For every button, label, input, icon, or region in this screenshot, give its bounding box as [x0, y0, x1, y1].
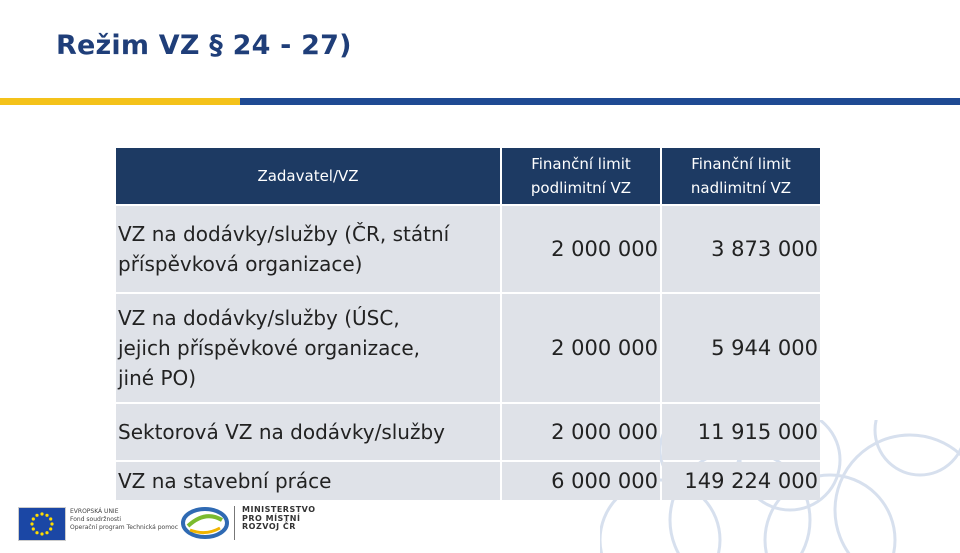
row2-label-line3: jiné PO) — [118, 366, 197, 390]
header-podlimitni-line2: podlimitní VZ — [530, 179, 632, 197]
ministry-caption — [242, 506, 316, 532]
row1-podlimit: 2 000 000 — [551, 237, 658, 261]
header-zadavatel — [116, 148, 500, 204]
accent-rule-yellow — [0, 98, 248, 105]
table-row-label — [116, 294, 500, 402]
eu-stars-icon — [19, 508, 65, 540]
ministry-line2: PRO MÍSTNÍ — [242, 513, 301, 523]
table-row-label — [116, 206, 500, 292]
row1-nadlimit: 3 873 000 — [711, 237, 818, 261]
table-row-label: VZ na stavební práce — [118, 469, 332, 493]
header-nadlimitni-line1: Finanční limit — [691, 155, 791, 173]
limits-table — [116, 148, 820, 500]
ministry-line3: ROZVOJ ČR — [242, 522, 296, 531]
eu-caption — [70, 508, 178, 532]
slide-title: Režim VZ § 24 - 27) — [56, 30, 352, 61]
header-podlimitni-line1: Finanční limit — [531, 155, 631, 173]
eu-caption-line2: Fond soudržnosti — [70, 516, 122, 523]
eu-flag-logo — [18, 507, 66, 541]
row2-label-line2: jejich příspěvkové organizace, — [118, 336, 421, 360]
row1-label-line1: VZ na dodávky/služby (ČR, státní — [118, 222, 450, 246]
row4-podlimit: 6 000 000 — [551, 469, 658, 493]
row2-nadlimit: 5 944 000 — [711, 336, 818, 360]
header-zadavatel-label: Zadavatel/VZ — [257, 167, 359, 185]
accent-rule-blue — [240, 98, 960, 105]
ministry-line1: MINISTERSTVO — [242, 505, 316, 514]
eu-caption-line1: EVROPSKÁ UNIE — [70, 508, 119, 515]
header-nadlimitni — [662, 148, 820, 204]
eu-caption-line3: Operační program Technická pomoc — [70, 524, 179, 531]
row4-nadlimit: 149 224 000 — [684, 469, 818, 493]
header-podlimitni — [502, 148, 660, 204]
row3-nadlimit: 11 915 000 — [697, 420, 818, 444]
mmr-logo-icon — [180, 506, 230, 540]
row1-label-line2: příspěvková organizace) — [118, 252, 363, 276]
row3-podlimit: 2 000 000 — [551, 420, 658, 444]
logo-divider — [234, 506, 235, 540]
row2-podlimit: 2 000 000 — [551, 336, 658, 360]
row2-label-line1: VZ na dodávky/služby (ÚSC, — [118, 306, 400, 330]
table-row-label: Sektorová VZ na dodávky/služby — [118, 420, 446, 444]
header-nadlimitni-line2: nadlimitní VZ — [690, 179, 792, 197]
